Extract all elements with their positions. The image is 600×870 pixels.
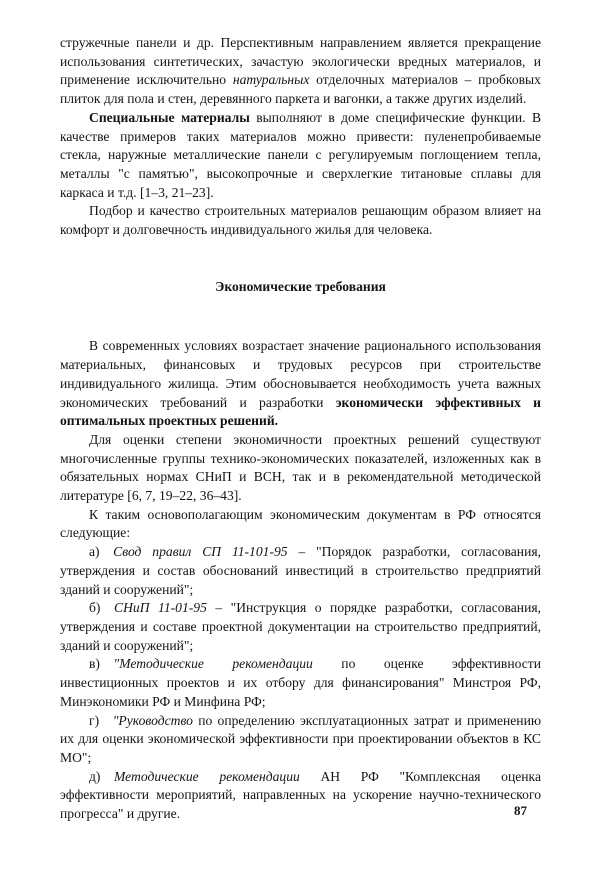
paragraph: В современных условиях возрастает значение рационального использования материальных, финансовых и трудовых ресурсов при строительстве индивидуального жилища. Этим обосновывается необходимость учета важных экономических требований и разработки экономически эффективных и оптимальных проектных решений. <box>60 338 541 429</box>
section-heading: Экономические требования <box>215 278 386 294</box>
list-item: г) "Руководство по определению эксплуатационных затрат и применению их для оценки экономической эффективности при проектировании объектов в КС МО"; <box>60 712 541 765</box>
body-text <box>60 34 541 824</box>
list-item: а) Свод правил СП 11-101-95 – "Порядок разработки, согласования, утверждения и состав обоснований инвестиций в строительство предприятий зданий и сооружений"; <box>60 544 542 597</box>
paragraph: Для оценки степени экономичности проектных решений существуют многочисленные группы технико-экономических показателей, изложенных как в обязательных нормах СНиП и ВСН, так и в рекомендательной методической литературе [6, 7, 19–22, 36–43]. <box>60 431 541 504</box>
bold-term: Специальные материалы <box>89 109 250 125</box>
list-item: д) Методические рекомендации АН РФ "Комплексная оценка эффективности мероприятий, направленных на ускорение научно-технического прогресса" и другие. <box>60 768 541 822</box>
list-item: в) "Методические рекомендации по оценке эффективности инвестиционных проектов и их отбору для финансирования" Минстроя РФ, Минэкономики РФ и Минфина РФ; <box>60 656 541 709</box>
paragraph: К таким основополагающим экономическим документам в РФ относятся следующие: <box>60 506 541 541</box>
list-item: б) СНиП 11-01-95 – "Инструкция о порядке разработки, согласования, утверждения и составе проектной документации на строительство предприятий, зданий и сооружений"; <box>60 600 541 653</box>
paragraph: Специальные материалы выполняют в доме специфические функции. В качестве примеров таких материалов можно привести: пуленепробиваемые стекла, наружные металлические панели с регулируемым поглощением тепла, металлы "с памятью", высокопрочные и сверхлегкие титановые сплавы для каркаса и т.д. [1–3, 21–23]. <box>60 109 542 200</box>
bold-term: экономически эффективных и оптимальных проектных решений. <box>60 394 541 429</box>
page-number: 87 <box>514 803 527 818</box>
italic-term: натуральных <box>232 72 310 88</box>
paragraph: стружечные панели и др. Перспективным направлением является прекращение использования синтетических, зачастую экологически вредных материалов, и применение исключительно натуральных отделочных материалов – пробковых плиток для пола и стен, деревянного паркета и вагонки, а также других изделий. <box>60 35 541 107</box>
paragraph: Подбор и качество строительных материалов решающим образом влияет на комфорт и долговечность индивидуального жилья для человека. <box>60 203 541 238</box>
